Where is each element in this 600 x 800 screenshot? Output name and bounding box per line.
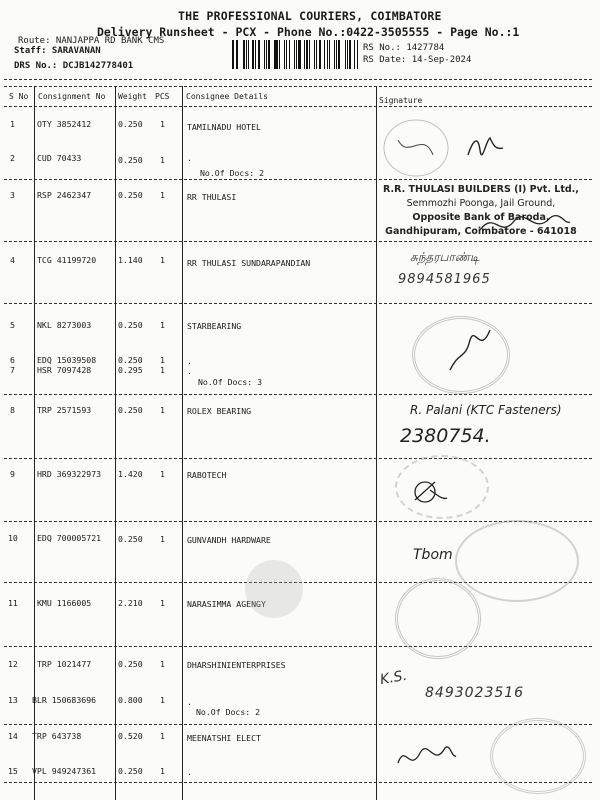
handwritten-note: R. Palani (KTC Fasteners): [410, 403, 562, 417]
row-separator: [4, 394, 592, 395]
row-consignee: RR THULASI SUNDARAPANDIAN: [187, 258, 311, 268]
column-divider: [182, 86, 183, 800]
col-header-pcs: PCS: [155, 92, 170, 101]
row-pcs: 1: [160, 190, 165, 200]
row-consignee: .: [187, 153, 192, 163]
signature-row9: [405, 470, 455, 510]
row-consignment: KMU 1166005: [37, 598, 92, 608]
row-pcs: 1: [160, 659, 165, 669]
row-weight: 0.295: [118, 365, 143, 375]
row-weight: 0.250: [118, 155, 143, 165]
row-weight: 0.250: [118, 766, 143, 776]
col-header-consignment: Consignment No: [38, 92, 106, 101]
divider: [4, 79, 592, 80]
signature-row1-2: [378, 110, 518, 180]
divider: [4, 106, 592, 107]
row-docs: No.Of Docs: 3: [198, 377, 263, 387]
handwritten-number: 2380754.: [400, 425, 491, 447]
narasimma-agencies-stamp-icon: [395, 578, 481, 659]
row-weight: 1.140: [118, 255, 143, 265]
row-sno: 12: [8, 659, 18, 669]
row-sno: 9: [10, 469, 15, 479]
gunvandh-stamp-icon: [455, 520, 579, 602]
barcode: [232, 40, 359, 69]
row-weight: 0.250: [118, 119, 143, 129]
row-consignee: RABOTECH: [187, 470, 227, 480]
runsheet-title: Delivery Runsheet - PCX - Phone No.:0422-3505555 - Page No.:1: [97, 25, 520, 39]
row-weight: 0.250: [118, 659, 143, 669]
row-consignment: OTY 3852412: [37, 119, 92, 129]
row-consignee: TAMILNADU HOTEL: [187, 122, 261, 132]
col-header-signature: Signature: [379, 96, 423, 105]
row-separator: [4, 303, 592, 304]
signature-row3: [470, 200, 580, 250]
row-consignment: NKL 8273003: [37, 320, 92, 330]
company-title: THE PROFESSIONAL COURIERS, COIMBATORE: [178, 9, 442, 23]
row-sno: 2: [10, 153, 15, 163]
column-divider: [376, 86, 377, 800]
column-divider: [115, 86, 116, 800]
row-consignee: DHARSHINIENTERPRISES: [187, 660, 286, 670]
handwritten-signature-row12: K.S.: [378, 667, 409, 689]
row-weight: 0.250: [118, 190, 143, 200]
handwritten-phone: 9894581965: [398, 272, 491, 287]
staff-label: Staff: SARAVANAN: [14, 46, 101, 56]
stamp-line: Semmozhi Poonga, Jail Ground,: [406, 198, 556, 209]
row-weight: 0.250: [118, 534, 143, 544]
row-pcs: 1: [160, 365, 165, 375]
row-consignee: ROLEX BEARING: [187, 406, 252, 416]
row-sno: 1: [10, 119, 15, 129]
stamp-line: Gandhipuram, Coimbatore - 641018: [385, 226, 577, 237]
row-consignee: MEENATSHI ELECT: [187, 733, 261, 743]
divider: [4, 86, 592, 87]
row-sno: 10: [8, 533, 18, 543]
row-sno: 15: [8, 766, 18, 776]
row-weight: 0.520: [118, 731, 143, 741]
row-consignee: STARBEARING: [187, 321, 242, 331]
rs-number: RS No.: 1427784: [363, 43, 445, 53]
meenatshi-elect-stamp-icon: [490, 718, 586, 794]
row-docs: No.Of Docs: 2: [200, 168, 265, 178]
row-separator: [4, 724, 592, 725]
row-consignment: EDQ 15039508: [37, 355, 97, 365]
row-pcs: 1: [160, 766, 165, 776]
row-consignment: TRP 643738: [32, 731, 82, 741]
col-header-consignee: Consignee Details: [186, 92, 268, 101]
row-consignment: RSP 2462347: [37, 190, 92, 200]
handwritten-number-row13: 8493023516: [425, 685, 525, 701]
row-consignment: HSR 7097428: [37, 365, 92, 375]
signature-row5: [440, 320, 500, 380]
row-consignee: .: [187, 697, 192, 707]
signature-row14: [390, 728, 460, 783]
row-consignee: GUNVANDH HARDWARE: [187, 535, 271, 545]
row-consignee: .: [187, 767, 192, 777]
drs-number: DRS No.: DCJB142778401: [14, 61, 134, 71]
row-pcs: 1: [160, 320, 165, 330]
col-header-weight: Weight: [118, 92, 147, 101]
row-sno: 5: [10, 320, 15, 330]
stamp-line: R.R. THULASI BUILDERS (I) Pvt. Ltd.,: [383, 184, 579, 195]
handwritten-name: சுந்தரபாண்டி: [410, 250, 480, 264]
rs-date: RS Date: 14-Sep-2024: [363, 55, 472, 65]
row-consignment: EDQ 700005721: [37, 533, 102, 543]
row-consignment: TCG 41199720: [37, 255, 97, 265]
row-sno: 13: [8, 695, 18, 705]
row-weight: 2.210: [118, 598, 143, 608]
row-pcs: 1: [160, 731, 165, 741]
row-weight: 0.800: [118, 695, 143, 705]
row-sno: 11: [8, 598, 18, 608]
col-header-sno: S No: [9, 92, 29, 101]
row-consignee: RR THULASI: [187, 192, 237, 202]
handwritten-signature: Tbom: [413, 547, 453, 563]
row-consignee: .: [187, 366, 192, 376]
row-weight: 1.420: [118, 469, 143, 479]
row-consignment: TRP 2571593: [37, 405, 92, 415]
row-separator: [4, 646, 592, 647]
column-divider: [34, 86, 35, 800]
row-pcs: 1: [160, 469, 165, 479]
row-consignment: HRD 369322973: [37, 469, 102, 479]
row-sno: 4: [10, 255, 15, 265]
row-docs: No.Of Docs: 2: [196, 707, 261, 717]
row-sno: 7: [10, 365, 15, 375]
row-pcs: 1: [160, 155, 165, 165]
row-pcs: 1: [160, 695, 165, 705]
row-sno: 8: [10, 405, 15, 415]
row-consignment: VPL 949247361: [32, 766, 97, 776]
row-sno: 3: [10, 190, 15, 200]
row-pcs: 1: [160, 598, 165, 608]
row-weight: 0.250: [118, 320, 143, 330]
route-label: Route: NANJAPPA RD BANK CMS: [18, 36, 165, 46]
row-pcs: 1: [160, 534, 165, 544]
row-consignee: NARASIMMA AGENGY: [187, 599, 266, 609]
smudge-stamp-icon: [245, 560, 303, 618]
row-weight: 0.250: [118, 405, 143, 415]
row-consignment: TRP 1021477: [37, 659, 92, 669]
row-weight: 0.250: [118, 355, 143, 365]
row-pcs: 1: [160, 405, 165, 415]
row-consignment: CUD 70433: [37, 153, 82, 163]
row-consignment: BLR 150683696: [32, 695, 97, 705]
row-pcs: 1: [160, 255, 165, 265]
row-pcs: 1: [160, 355, 165, 365]
row-sno: 6: [10, 355, 15, 365]
row-pcs: 1: [160, 119, 165, 129]
row-separator: [4, 458, 592, 459]
row-sno: 14: [8, 731, 18, 741]
row-consignee: .: [187, 356, 192, 366]
stamp-line: Opposite Bank of Baroda,: [412, 212, 550, 223]
